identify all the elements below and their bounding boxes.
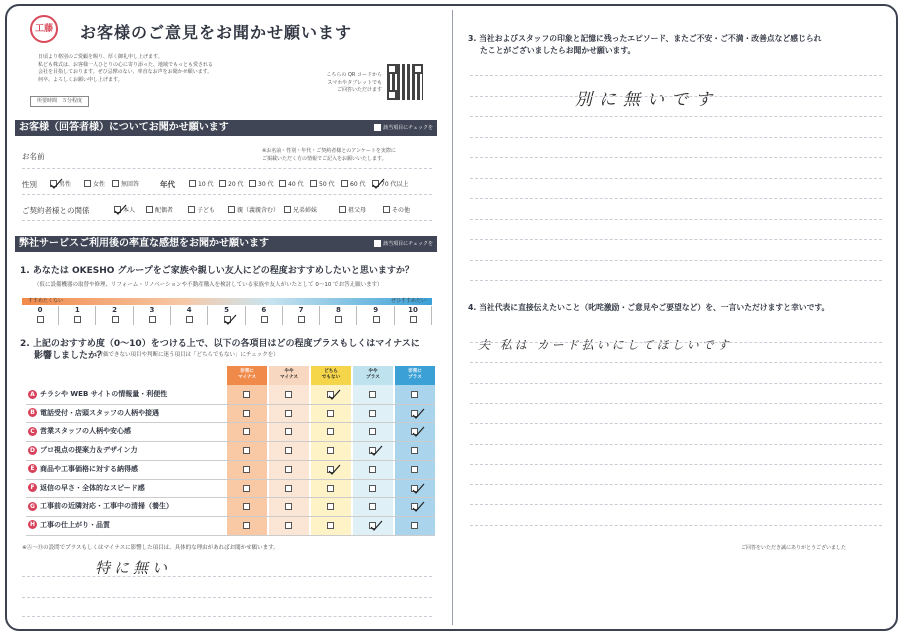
scale-number: 3 <box>149 306 155 314</box>
impact-checkbox[interactable] <box>285 503 292 510</box>
q3-answer-line <box>470 239 882 240</box>
q4-answer-line <box>470 423 882 424</box>
relation-line <box>22 220 432 221</box>
impact-column-header-2: どちら でもない <box>311 366 351 385</box>
relation-4-checkbox[interactable] <box>284 206 291 213</box>
impact-column-header-0: 非常に マイナス <box>227 366 267 385</box>
scale-number: 5 <box>224 306 229 314</box>
q3-answer-line <box>470 219 882 220</box>
scale-checkbox[interactable] <box>373 316 380 323</box>
relation-5-checkbox[interactable] <box>339 206 346 213</box>
name-label: お名前 <box>22 152 45 161</box>
impact-checkbox[interactable] <box>243 522 250 529</box>
check-mark-icon <box>411 480 425 492</box>
impact-checkbox[interactable] <box>411 391 418 398</box>
age-4-checkbox[interactable] <box>310 180 317 187</box>
q4-answer-line <box>470 403 882 404</box>
q3-answer-line <box>470 260 882 261</box>
gender-1-checkbox[interactable] <box>84 180 91 187</box>
row-badge: E <box>28 464 37 473</box>
q4-answer[interactable]: 夫 私は カード払いにしてほしいです <box>478 338 732 352</box>
scale-checkbox[interactable] <box>74 316 81 323</box>
relation-6-label: その他 <box>392 207 411 214</box>
impact-checkbox[interactable] <box>285 485 292 492</box>
stamp-seal: 工藤 <box>30 15 58 43</box>
impact-checkbox[interactable] <box>369 391 376 398</box>
q2-sub: （評価できない項目や判断に迷う項目は「どちらでもない」にチェックを） <box>92 352 279 358</box>
impact-checkbox[interactable] <box>327 447 334 454</box>
check-mark-icon <box>369 442 383 454</box>
scale-cell-0[interactable] <box>22 306 59 325</box>
impact-checkbox[interactable] <box>285 410 292 417</box>
scale-checkbox[interactable] <box>261 316 268 323</box>
impact-checkbox[interactable] <box>369 485 376 492</box>
relation-4-label: 兄弟姉妹 <box>293 207 318 214</box>
q1-sub: （仮に設備機器の取替や修理、リフォーム・リノベーションや不動産購入を検討している家族や友人がいたとして 0〜10 でお答え願います） <box>34 282 383 288</box>
answer-line-2 <box>22 597 432 598</box>
scale-number: 1 <box>74 306 80 314</box>
q3-text-1: 3. 当社およびスタッフの印象と記憶に残ったエピソード、またご不安・ご不満・改善点など感じられ <box>468 34 822 43</box>
check-mark-icon <box>411 498 425 510</box>
check-mark-icon <box>369 517 383 529</box>
check-mark-icon <box>327 461 341 473</box>
relation-6-checkbox[interactable] <box>383 206 390 213</box>
relation-1-checkbox[interactable] <box>146 206 153 213</box>
scale-checkbox[interactable] <box>37 316 44 323</box>
impact-row-label: D プロ視点の提案力＆デザイン力 <box>30 446 138 455</box>
age-label: 年代 <box>160 180 175 189</box>
row-badge: G <box>28 502 37 511</box>
relation-0-label: 本人 <box>123 207 136 214</box>
row-badge: A <box>28 390 37 399</box>
impact-checkbox[interactable] <box>243 428 250 435</box>
q4-answer-line <box>470 504 882 505</box>
age-0-label: 10 代 <box>198 181 214 188</box>
check-mark-icon <box>411 423 425 435</box>
impact-checkbox[interactable] <box>327 428 334 435</box>
column-divider <box>452 10 453 625</box>
scale-number: 6 <box>261 306 267 314</box>
age-5-checkbox[interactable] <box>341 180 348 187</box>
answer-line-3 <box>22 616 432 617</box>
scale-cell-3[interactable] <box>134 306 171 325</box>
relation-2-label: 子ども <box>197 207 216 214</box>
scale-checkbox[interactable] <box>186 316 193 323</box>
scale-cell-4[interactable] <box>171 306 208 325</box>
gender-0-label: 男性 <box>59 181 72 188</box>
q3-answer-line <box>470 157 882 158</box>
impact-checkbox[interactable] <box>243 447 250 454</box>
age-3-label: 40 代 <box>288 181 304 188</box>
scale-number: 4 <box>186 306 192 314</box>
q1-text: 1. あなたは OKESHO グループをご家族や親しい友人にどの程度おすすめしたいと思いますか？ <box>20 266 414 276</box>
scale-checkbox[interactable] <box>112 316 119 323</box>
impact-row-label: B 電話受付・店頭スタッフの人柄や接遇 <box>28 404 159 423</box>
q2-footnote: ※Ⓐ〜Ⓗの設問でプラスもしくはマイナスに影響した項目は、具体的な理由があればお聞かせ願います。 <box>22 545 279 551</box>
check-mark-icon <box>223 311 237 323</box>
impact-column-header-3: やや プラス <box>353 366 393 385</box>
impact-checkbox[interactable] <box>369 503 376 510</box>
q4-answer-line <box>470 362 882 363</box>
impact-checkbox[interactable] <box>243 503 250 510</box>
relation-3-checkbox[interactable] <box>228 206 235 213</box>
impact-checkbox[interactable] <box>369 410 376 417</box>
age-4-label: 50 代 <box>319 181 335 188</box>
impact-row-label: F 返信の早さ・全体的なスピード感 <box>28 479 145 498</box>
answer-line-1 <box>22 576 432 577</box>
scale-number: 10 <box>408 306 418 314</box>
impact-row-label: C 営業スタッフの人柄や安心感 <box>28 422 131 441</box>
check-mark-icon <box>411 405 425 417</box>
scale-cell-6[interactable] <box>246 306 283 325</box>
q2-text: 2. 上記のおすすめ度（0〜10）をつける上で、以下の各項目はどの程度プラスもしくはマイナスに <box>20 339 420 349</box>
impact-checkbox[interactable] <box>243 466 250 473</box>
row-badge: D <box>28 446 37 455</box>
check-mark-icon <box>327 386 341 398</box>
age-3-checkbox[interactable] <box>279 180 286 187</box>
name-line <box>22 168 432 169</box>
q3-answer-line <box>470 116 882 117</box>
row-badge: H <box>29 521 36 529</box>
impact-checkbox[interactable] <box>327 522 334 529</box>
row-line <box>26 535 435 536</box>
q4-answer-line <box>470 444 882 445</box>
impact-checkbox[interactable] <box>327 485 334 492</box>
scale-cell-9[interactable] <box>358 306 395 325</box>
scale-cell-1[interactable] <box>59 306 96 325</box>
q3-answer-line <box>470 280 882 281</box>
qr-caption: こちらの QR コードから スマホやタブレットでも ご回答いただけます <box>326 72 382 94</box>
age-5-label: 60 代 <box>350 181 366 188</box>
relation-3-label: 親（義親含む） <box>237 207 280 214</box>
q4-text: 4. 当社代表に直接伝えたいこと（叱咤激励・ご意見やご要望など）を、一言いただけますと幸いです。 <box>468 303 830 312</box>
thanks-note: ご回答をいただき誠にありがとうございました <box>741 545 847 551</box>
q4-answer-line <box>470 342 882 343</box>
age-1-checkbox[interactable] <box>219 180 226 187</box>
impact-row-label: A チラシや WEB サイトの情報量・利便性 <box>28 385 167 404</box>
row-badge: B <box>28 408 37 417</box>
impact-checkbox[interactable] <box>243 485 250 492</box>
q3-text-2: たことがございましたらお聞かせ願います。 <box>480 46 636 55</box>
q3-answer-line <box>470 96 882 97</box>
age-2-label: 30 代 <box>258 181 274 188</box>
impact-checkbox[interactable] <box>285 522 292 529</box>
scale-gradient <box>22 298 432 305</box>
scale-number: 9 <box>373 306 379 314</box>
impact-checkbox[interactable] <box>411 522 418 529</box>
age-0-checkbox[interactable] <box>189 180 196 187</box>
scale-checkbox[interactable] <box>335 316 342 323</box>
scale-number: 8 <box>335 306 341 314</box>
impact-column-header-1: やや マイナス <box>269 366 309 385</box>
impact-checkbox[interactable] <box>411 466 418 473</box>
q4-answer-line <box>470 383 882 384</box>
scale-checkbox[interactable] <box>298 316 305 323</box>
gender-1-label: 女性 <box>93 181 106 188</box>
relation-label: ご契約者様との関係 <box>22 206 90 215</box>
impact-row-label: H 工事の仕上がり・品質 <box>29 520 110 529</box>
impact-checkbox[interactable] <box>369 466 376 473</box>
page-title: お客様のご意見をお聞かせ願います <box>80 23 353 42</box>
row-badge: F <box>28 483 37 492</box>
age-1-label: 20 代 <box>228 181 244 188</box>
time-required-badge: 所要時間 ５分程度 <box>30 96 89 107</box>
intro-text: 日頃より格別のご愛顧を賜り、厚く御礼申し上げます。 私ども株式は、お客様一人ひとりの心に寄り添った、地域でもっとも愛される 会社を目指しております。ぜひ忌憚のない、率直なお声をお聞かせ願います。 何卒、よろしくお願い申し上げます。 <box>38 54 214 83</box>
impact-checkbox[interactable] <box>369 428 376 435</box>
impact-row-label: G 工事前の近隣対応・工事中の清掃（養生） <box>28 497 173 516</box>
scale-cell-5[interactable] <box>209 306 246 325</box>
gender-2-label: 無回答 <box>121 181 140 188</box>
relation-1-label: 配偶者 <box>155 207 174 214</box>
scale-checkbox[interactable] <box>410 316 417 323</box>
impact-checkbox[interactable] <box>327 410 334 417</box>
gender-label: 性別 <box>22 180 37 189</box>
q4-answer-line <box>470 464 882 465</box>
impact-checkbox[interactable] <box>285 428 292 435</box>
q3-answer-line <box>470 137 882 138</box>
recommend-scale <box>22 298 432 326</box>
age-6-label: 70 代以上 <box>381 181 409 188</box>
q2-answer[interactable]: 特に無い <box>95 559 172 577</box>
qr-code[interactable] <box>387 64 423 100</box>
q2-text2: 影響しましたか？ <box>34 351 107 361</box>
relation-5-label: 祖父母 <box>348 207 367 214</box>
age-2-checkbox[interactable] <box>249 180 256 187</box>
scale-cell-2[interactable] <box>97 306 134 325</box>
scale-cell-7[interactable] <box>283 306 320 325</box>
impact-column-header-4: 非常に プラス <box>395 366 435 385</box>
scale-cell-10[interactable] <box>395 306 432 325</box>
scale-high-label: ぜひすすめたい <box>390 298 426 304</box>
q3-answer[interactable]: 別に無いです <box>575 90 719 110</box>
section2-header: 弊社サービスご利用後の率直な感想をお聞かせ願います 該当項目にチェックを <box>15 236 437 252</box>
q4-answer-line <box>470 484 882 485</box>
impact-checkbox[interactable] <box>411 447 418 454</box>
q3-answer-line <box>470 178 882 179</box>
impact-checkbox[interactable] <box>243 410 250 417</box>
gender-line <box>22 194 432 195</box>
section1-header: お客様（回答者様）についてお聞かせ願います 該当項目にチェックを <box>15 120 437 136</box>
privacy-note: ※お名前・性別・年代・ご契約者様とのアンケートを実際に ご掲載いただく方の情報でご記入をお願いいたします。 <box>262 148 396 162</box>
impact-checkbox[interactable] <box>285 447 292 454</box>
impact-checkbox[interactable] <box>327 503 334 510</box>
row-badge: C <box>28 427 37 436</box>
q3-answer-line <box>470 75 882 76</box>
scale-number: 2 <box>112 306 118 314</box>
scale-cell-8[interactable] <box>320 306 357 325</box>
scale-number: 0 <box>37 306 43 314</box>
impact-row-label: E 商品や工事価格に対する納得感 <box>28 460 138 479</box>
q3-answer-line <box>470 198 882 199</box>
relation-2-checkbox[interactable] <box>188 206 195 213</box>
impact-checkbox[interactable] <box>285 391 292 398</box>
impact-checkbox[interactable] <box>285 466 292 473</box>
scale-low-label: すすめたくない <box>28 298 64 304</box>
gender-2-checkbox[interactable] <box>112 180 119 187</box>
q4-answer-line <box>470 525 882 526</box>
impact-checkbox[interactable] <box>243 391 250 398</box>
scale-number: 7 <box>298 306 304 314</box>
scale-checkbox[interactable] <box>149 316 156 323</box>
